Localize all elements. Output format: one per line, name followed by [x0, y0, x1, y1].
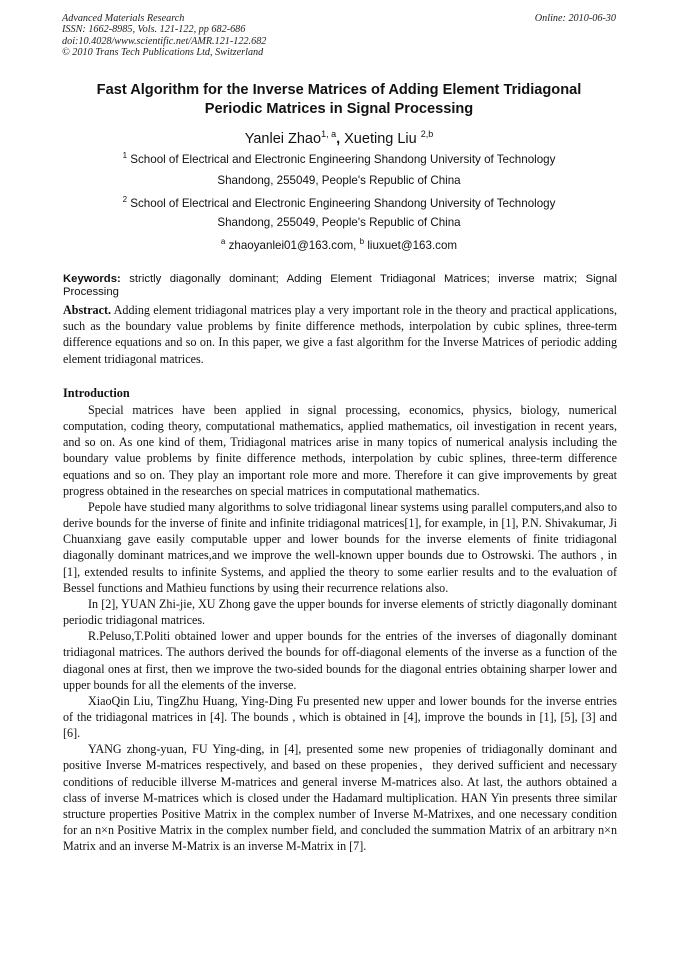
keywords [63, 273, 617, 300]
email-line [0, 237, 678, 252]
issn-line: ISSN: 1662-8985, Vols. 121-122, pp 682-686 [62, 24, 246, 36]
introduction-heading: Introduction [63, 386, 130, 400]
paper-title [40, 81, 638, 119]
affiliation-2-line-1: School of Electrical and Electronic Engineering Shandong University of Technology [130, 196, 556, 210]
copyright-line: © 2010 Trans Tech Publications Ltd, Switzerland [62, 47, 264, 59]
online-date: Online: 2010-06-30 [534, 13, 616, 24]
keywords-text: strictly diagonally dominant; Adding Element Tridiagonal Matrices; inverse matrix; Signal Processing [63, 273, 618, 299]
journal-name: Advanced Materials Research [62, 13, 185, 24]
email-a: zhaoyanlei01@163.com, [228, 238, 357, 252]
author-2-mark: 2,b [420, 129, 434, 139]
keywords-label: Keywords: [63, 273, 121, 285]
email-b-mark: b [359, 237, 365, 246]
intro-paragraph-6: YANG zhong-yuan, FU Ying-ding, in [4], presented some new propenies of tridiagonally dominant and positive Inverse M-matrices respectively, and based on these propenies，they derived sufficient and necessary conditions of reducible illverse M-matrices and general inverse M-matrices also. At last, the authors obtained a class of inverse M-matrices which is closed under the Hadamard multiplication. HAN Yin presents three similar structure properties Positive Matrix in the complex number of Inverse M-Matrixes, and one necessary condition for an n×n Positive Matrix in the complex number field, and concluded the summation Matrix of an arbitrary n×n Matrix and an inverse M-Matrix is an inverse M-Matrix in [7]. [63, 742, 617, 854]
affiliation-2-address: Shandong, 255049, People's Republic of China [217, 216, 461, 229]
title-line-2: Periodic Matrices in Signal Processing [204, 101, 474, 117]
author-1-mark: 1, a [321, 129, 337, 139]
title-line-1: Fast Algorithm for the Inverse Matrices of Adding Element Tridiagonal [96, 82, 582, 98]
author-separator: , [336, 130, 341, 147]
introduction-body [63, 402, 617, 854]
author-1: Yanlei Zhao [244, 130, 322, 147]
email-b: liuxuet@163.com [367, 238, 458, 252]
affiliation-1-line-1: School of Electrical and Electronic Engineering Shandong University of Technology [130, 152, 556, 166]
abstract [63, 302, 617, 367]
intro-paragraph-3: In [2], YUAN Zhi-jie, XU Zhong gave the upper bounds for inverse elements of strictly diagonally dominant periodic tridiagonal matrices. [63, 596, 617, 628]
author-2: Xueting Liu [344, 130, 417, 147]
intro-paragraph-2: Pepole have studied many algorithms to solve tridiagonal linear systems using parallel computers,and also to derive bounds for the inverse of finite and infinite tridiagonal matrices[1], for example, in [1], P.N. Shivakumar, Ji Chuanxiang gave easily computable upper and lower bounds for the inverse elements of finite tridiagonal diagonally dominant matrices,and we improve the well-known upper bounds due to Ostrowski. The authors , in [1], extended results to infinite Systems, and applied the theory to some earlier results and to the evaluation of Bessel functions and Mathieu functions by using their recurrence relations also. [63, 499, 617, 595]
email-a-mark: a [220, 237, 226, 246]
author-line [0, 129, 678, 147]
intro-paragraph-4: R.Peluso,T.Politi obtained lower and upper bounds for the entries of the inverses of diagonally dominant tridiagonal matrices. The authors derived the bounds for off-diagonal elements of the inverse as a function of the diagonal ones at first, then we improve the two-sided bounds for the diagonal entries obtaining sharper lower and upper bounds for all the elements of the inverse. [63, 629, 617, 692]
abstract-text: Adding element tridiagonal matrices play a very important role in the theory and practical applications, such as the boundary value problems by finite difference methods, interpolation by cubic splines, three-term difference equations and so on. In this paper, we give a fast algorithm for the Inverse Matrices of periodic adding element tridiagonal matrices. [63, 303, 617, 366]
intro-paragraph-1: Special matrices have been applied in signal processing, economics, physics, biology, numerical computation, coding theory, computational mathematics, applied mathematics, oil investigation in recent years, and so on. As one kind of them, Tridiagonal matrices arise in many topics of numerical analysis including the boundary value problems by finite difference methods, interpolation by cubic splines, three-term difference equations and so on. They play an important role more and more. Therefore it can give improvements by great progress obtained in the researches on special matrices in computational mathematics. [63, 403, 617, 498]
abstract-label: Abstract. [63, 303, 112, 317]
affiliation-1-mark: 1 [122, 151, 128, 160]
journal-header [62, 13, 616, 59]
intro-paragraph-5: XiaoQin Liu, TingZhu Huang, Ying-Ding Fu presented new upper and lower bounds for the inverse entries of the tridiagonal matrices in [4]. The bounds , which is obtained in [4], improve the bounds in [1], [5], [3] and [6]. [63, 693, 617, 741]
affiliation-2 [0, 195, 678, 210]
doi-line: doi:10.4028/www.scientific.net/AMR.121-122.682 [62, 35, 267, 47]
affiliation-2-mark: 2 [122, 195, 128, 204]
affiliation-1-address: Shandong, 255049, People's Republic of China [217, 174, 461, 187]
affiliation-1 [0, 151, 678, 166]
